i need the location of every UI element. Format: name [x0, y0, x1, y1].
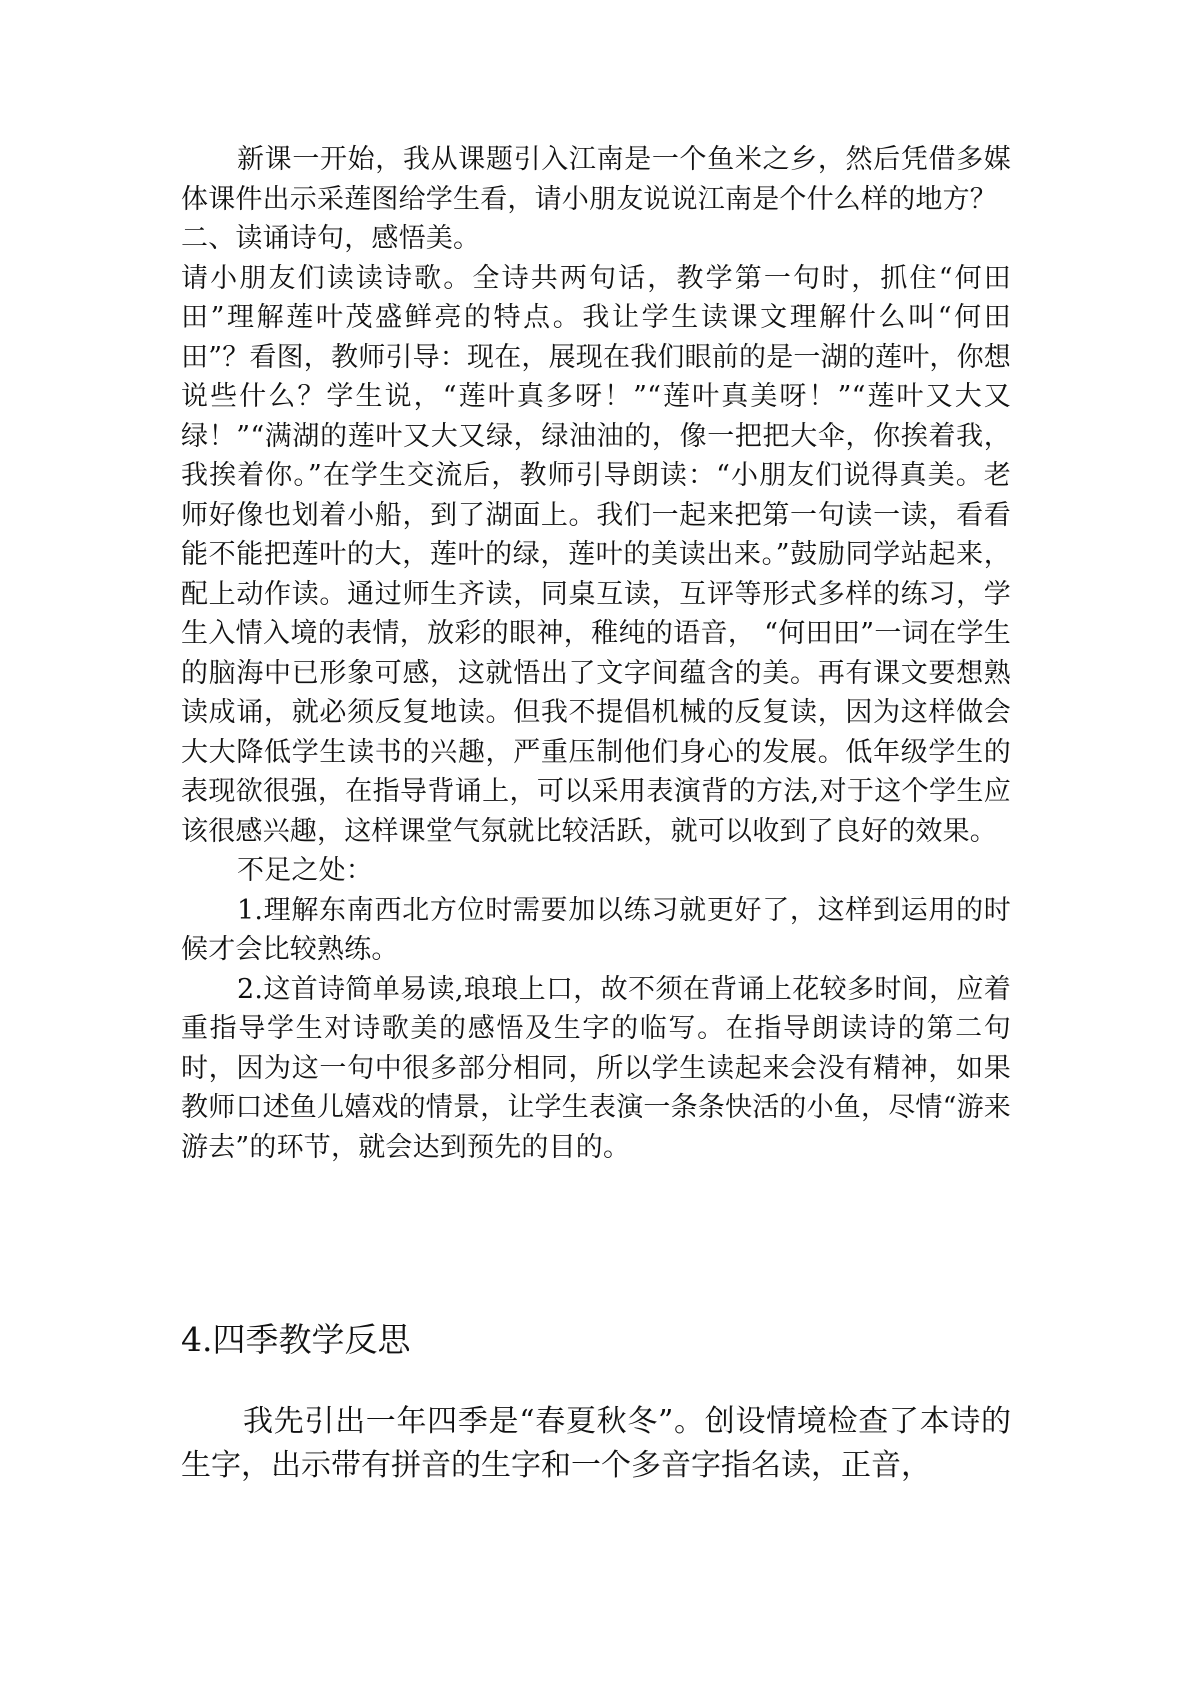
shortcoming-item-1: 1.理解东南西北方位时需要加以练习就更好了，这样到运用的时候才会比较熟练。 — [181, 894, 1011, 965]
reading-paragraph: 请小朋友们读读诗歌。全诗共两句话，教学第一句时，抓住“何田田”理解莲叶茂盛鲜亮的特点。我让学生读课文理解什么叫“何田田”？看图，教师引导：现在，展现在我们眼前的是一湖的莲叶，你想说些什么？学生说，“莲叶真多呀！”“莲叶真美呀！”“莲叶又大又绿！”“满湖的莲叶又大又绿，绿油油的，像一把把大伞，你挨着我，我挨着你。”在学生交流后，教师引导朗读：“小朋友们说得真美。老师好像也划着小船，到了湖面上。我们一起来把第一句读一读，看看能不能把莲叶的大，莲叶的绿，莲叶的美读出来。”鼓励同学站起来，配上动作读。通过师生齐读，同桌互读，互评等形式多样的练习，学生入情入境的表情，放彩的眼神，稚纯的语音， “何田田”一词在学生的脑海中已形象可感，这就悟出了文字间蕴含的美。再有课文要想熟读成诵，就必须反复地读。但我不提倡机械的反复读，因为这样做会大大降低学生读书的兴趣，严重压制他们身心的发展。低年级学生的表现欲很强，在指导背诵上，可以采用表演背的方法,对于这个学生应该很感兴趣，这样课堂气氛就比较活跃，就可以收到了良好的效果。 — [181, 262, 1012, 847]
section-heading: 4.四季教学反思 — [181, 1320, 411, 1359]
section-subheading: 二、读诵诗句，感悟美。 — [181, 223, 481, 254]
shortcomings-label: 不足之处： — [237, 855, 373, 886]
shortcoming-item-2: 2.这首诗简单易读,琅琅上口，故不须在背诵上花较多时间，应着重指导学生对诗歌美的感悟及生字的临写。在指导朗读诗的第二句时，因为这一句中很多部分相同，所以学生读起来会没有精神，如果教师口述鱼儿嬉戏的情景，让学生表演一条条快活的小鱼，尽情“游来游去”的环节，就会达到预先的目的。 — [181, 973, 1012, 1163]
seasons-reflection-section — [181, 1400, 1011, 1488]
intro-paragraph: 新课一开始，我从课题引入江南是一个鱼米之乡，然后凭借多媒体课件出示采莲图给学生看，请小朋友说说江南是个什么样的地方？ — [181, 144, 1011, 215]
reflection-text-section — [181, 140, 1011, 1167]
seasons-paragraph: 我先引出一年四季是“春夏秋冬”。创设情境检查了本诗的生字，出示带有拼音的生字和一个多音字指名读，正音， — [181, 1404, 1011, 1483]
